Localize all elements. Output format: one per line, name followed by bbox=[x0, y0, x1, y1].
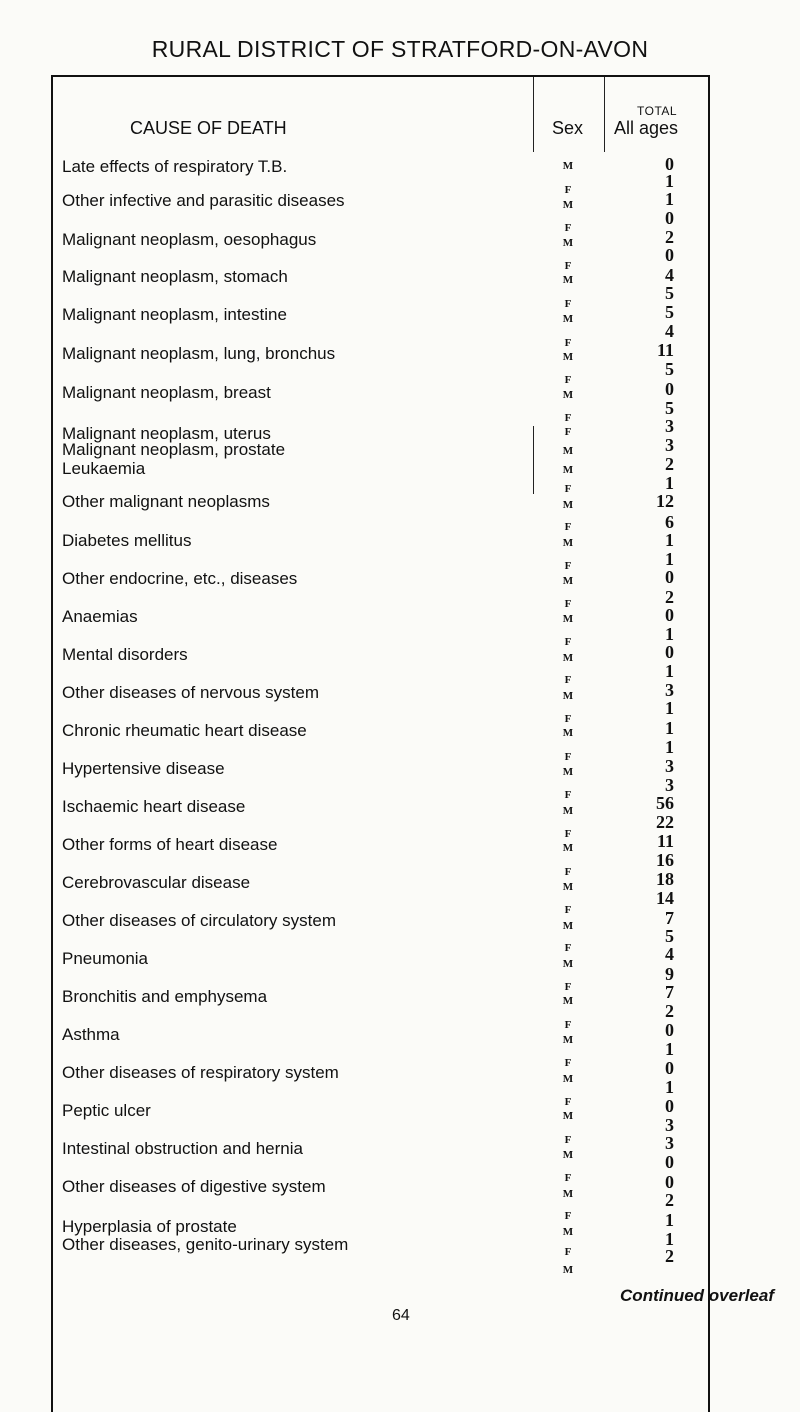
page-number: 64 bbox=[392, 1307, 410, 1324]
total-cell: 0 bbox=[665, 1172, 674, 1192]
continued-note: Continued overleaf bbox=[620, 1286, 774, 1305]
sex-cell: F bbox=[564, 521, 572, 533]
sex-cell: F bbox=[564, 560, 572, 572]
cause-label: Bronchitis and emphysema bbox=[62, 987, 268, 1006]
total-cell: 1 bbox=[665, 1210, 674, 1230]
sex-cell: M bbox=[562, 499, 574, 511]
sex-cell: F bbox=[564, 222, 572, 234]
total-cell: 12 bbox=[656, 491, 674, 511]
total-cell: 1 bbox=[665, 1039, 674, 1059]
cause-label: Hypertensive disease bbox=[62, 759, 225, 778]
total-cell: 1 bbox=[665, 1229, 674, 1249]
total-cell: 4 bbox=[665, 944, 674, 964]
sex-cell: F bbox=[564, 713, 572, 725]
cause-label: Malignant neoplasm, stomach bbox=[62, 267, 288, 286]
sex-cell: M bbox=[562, 1073, 574, 1085]
sex-cell: F bbox=[564, 1019, 572, 1031]
sex-cell: M bbox=[562, 958, 574, 970]
sex-cell: F bbox=[564, 412, 572, 424]
cause-label: Asthma bbox=[62, 1025, 120, 1044]
total-cell: 0 bbox=[665, 1152, 674, 1172]
sex-cell: M bbox=[562, 920, 574, 932]
sex-cell: M bbox=[562, 995, 574, 1007]
total-cell: 5 bbox=[665, 359, 674, 379]
total-cell: 2 bbox=[665, 1190, 674, 1210]
sex-cell: F bbox=[564, 866, 572, 878]
total-cell: 0 bbox=[665, 154, 674, 174]
total-cell: 2 bbox=[665, 1001, 674, 1021]
total-cell: 2 bbox=[665, 1246, 674, 1266]
sex-cell: M bbox=[562, 389, 574, 401]
sex-cell: M bbox=[562, 313, 574, 325]
sex-cell: F bbox=[564, 1096, 572, 1108]
cause-label: Other diseases, genito-urinary system bbox=[62, 1235, 349, 1254]
total-cell: 1 bbox=[665, 549, 674, 569]
total-cell: 0 bbox=[665, 605, 674, 625]
cause-label: Other diseases of respiratory system bbox=[62, 1063, 339, 1082]
total-cell: 1 bbox=[665, 171, 674, 191]
sex-cell: M bbox=[562, 613, 574, 625]
total-cell: 1 bbox=[665, 189, 674, 209]
sex-cell: F bbox=[564, 636, 572, 648]
sex-cell: F bbox=[564, 337, 572, 349]
total-cell: 5 bbox=[665, 926, 674, 946]
cause-label: Malignant neoplasm, uterus bbox=[62, 424, 271, 443]
cause-label: Malignant neoplasm, prostate bbox=[62, 440, 286, 459]
sex-cell: M bbox=[562, 1110, 574, 1122]
column-divider bbox=[533, 426, 534, 494]
header-divider-total bbox=[604, 77, 605, 152]
total-cell: 0 bbox=[665, 379, 674, 399]
total-cell: 3 bbox=[665, 756, 674, 776]
table-border-right bbox=[708, 75, 710, 1412]
sex-cell: M bbox=[562, 766, 574, 778]
sex-cell: F bbox=[564, 483, 572, 495]
total-cell: 56 bbox=[656, 793, 674, 813]
total-cell: 1 bbox=[665, 661, 674, 681]
cause-label: Other diseases of nervous system bbox=[62, 683, 320, 702]
total-cell: 4 bbox=[665, 265, 674, 285]
total-cell: 1 bbox=[665, 737, 674, 757]
sex-cell: F bbox=[564, 674, 572, 686]
total-cell: 1 bbox=[665, 1077, 674, 1097]
total-cell: 5 bbox=[665, 302, 674, 322]
header-divider-sex bbox=[533, 77, 534, 152]
cause-label: Other infective and parasitic diseases bbox=[62, 191, 345, 210]
total-cell: 22 bbox=[656, 812, 674, 832]
sex-cell: M bbox=[562, 1034, 574, 1046]
header-all-ages: All ages bbox=[614, 118, 679, 138]
sex-cell: M bbox=[562, 237, 574, 249]
sex-cell: F bbox=[564, 598, 572, 610]
cause-label: Other diseases of circulatory system bbox=[62, 911, 336, 930]
total-cell: 1 bbox=[665, 624, 674, 644]
total-cell: 1 bbox=[665, 473, 674, 493]
cause-label: Leukaemia bbox=[62, 459, 146, 478]
total-cell: 0 bbox=[665, 1058, 674, 1078]
cause-label: Malignant neoplasm, lung, bronchus bbox=[62, 344, 336, 363]
total-cell: 2 bbox=[665, 227, 674, 247]
total-cell: 7 bbox=[665, 908, 674, 928]
sex-cell: M bbox=[562, 274, 574, 286]
total-cell: 1 bbox=[665, 718, 674, 738]
cause-label: Hyperplasia of prostate bbox=[62, 1217, 237, 1236]
table-border-top bbox=[51, 75, 710, 77]
sex-cell: M bbox=[562, 881, 574, 893]
cause-label: Malignant neoplasm, oesophagus bbox=[62, 230, 317, 249]
sex-cell: F bbox=[564, 751, 572, 763]
sex-cell: M bbox=[562, 805, 574, 817]
header-sex: Sex bbox=[552, 118, 584, 138]
total-cell: 3 bbox=[665, 1133, 674, 1153]
cause-label: Chronic rheumatic heart disease bbox=[62, 721, 307, 740]
total-cell: 1 bbox=[665, 698, 674, 718]
sex-cell: F bbox=[564, 1057, 572, 1069]
total-cell: 0 bbox=[665, 1096, 674, 1116]
total-cell: 5 bbox=[665, 283, 674, 303]
cause-label: Peptic ulcer bbox=[62, 1101, 151, 1120]
sex-cell: M bbox=[562, 842, 574, 854]
total-cell: 14 bbox=[656, 888, 674, 908]
sex-cell: M bbox=[562, 727, 574, 739]
cause-label: Cerebrovascular disease bbox=[62, 873, 251, 892]
sex-cell: F bbox=[564, 1172, 572, 1184]
sex-cell: M bbox=[562, 351, 574, 363]
cause-label: Other forms of heart disease bbox=[62, 835, 278, 854]
total-cell: 0 bbox=[665, 567, 674, 587]
header-cause: CAUSE OF DEATH bbox=[130, 118, 287, 138]
total-cell: 0 bbox=[665, 1020, 674, 1040]
sex-cell: M bbox=[562, 652, 574, 664]
header-total: TOTAL bbox=[637, 104, 678, 118]
total-cell: 2 bbox=[665, 454, 674, 474]
cause-label: Malignant neoplasm, breast bbox=[62, 383, 271, 402]
cause-label: Other diseases of digestive system bbox=[62, 1177, 326, 1196]
total-cell: 9 bbox=[665, 964, 674, 984]
sex-cell: F bbox=[564, 1210, 572, 1222]
total-cell: 5 bbox=[665, 398, 674, 418]
sex-cell: F bbox=[564, 184, 572, 196]
sex-cell: M bbox=[562, 199, 574, 211]
table-border-left bbox=[51, 75, 53, 1412]
total-cell: 0 bbox=[665, 208, 674, 228]
sex-cell: M bbox=[562, 690, 574, 702]
sex-cell: F bbox=[564, 981, 572, 993]
total-cell: 16 bbox=[656, 850, 674, 870]
sex-cell: F bbox=[564, 828, 572, 840]
sex-cell: M bbox=[562, 1264, 574, 1276]
page-title: RURAL DISTRICT OF STRATFORD-ON-AVON bbox=[151, 36, 649, 62]
sex-cell: F bbox=[564, 1134, 572, 1146]
cause-label: Late effects of respiratory T.B. bbox=[62, 157, 288, 176]
total-cell: 3 bbox=[665, 1115, 674, 1135]
cause-label: Ischaemic heart disease bbox=[62, 797, 246, 816]
sex-cell: F bbox=[564, 789, 572, 801]
total-cell: 0 bbox=[665, 245, 674, 265]
total-cell: 11 bbox=[656, 831, 674, 851]
sex-cell: F bbox=[564, 942, 572, 954]
total-cell: 7 bbox=[665, 982, 674, 1002]
sex-cell: F bbox=[564, 1246, 572, 1258]
total-cell: 4 bbox=[665, 321, 674, 341]
cause-label: Intestinal obstruction and hernia bbox=[62, 1139, 303, 1158]
sex-cell: F bbox=[564, 298, 572, 310]
sex-cell: M bbox=[562, 1188, 574, 1200]
sex-cell: M bbox=[562, 1226, 574, 1238]
total-cell: 3 bbox=[665, 775, 674, 795]
cause-label: Diabetes mellitus bbox=[62, 531, 192, 550]
total-cell: 3 bbox=[665, 416, 674, 436]
total-cell: 18 bbox=[656, 869, 674, 889]
cause-label: Other endocrine, etc., diseases bbox=[62, 569, 298, 588]
total-cell: 2 bbox=[665, 587, 674, 607]
sex-cell: F bbox=[564, 904, 572, 916]
cause-label: Pneumonia bbox=[62, 949, 149, 968]
total-cell: 3 bbox=[665, 680, 674, 700]
cause-label: Other malignant neoplasms bbox=[62, 492, 270, 511]
sex-cell: F bbox=[564, 374, 572, 386]
total-cell: 6 bbox=[665, 512, 674, 532]
sex-cell: M bbox=[562, 464, 574, 476]
total-cell: 0 bbox=[665, 642, 674, 662]
cause-label: Anaemias bbox=[62, 607, 138, 626]
cause-label: Mental disorders bbox=[62, 645, 188, 664]
sex-cell: M bbox=[562, 1149, 574, 1161]
sex-cell: M bbox=[562, 575, 574, 587]
sex-cell: M bbox=[562, 160, 574, 172]
total-cell: 1 bbox=[665, 530, 674, 550]
sex-cell: M bbox=[562, 537, 574, 549]
sex-cell: M bbox=[562, 445, 574, 457]
cause-label: Malignant neoplasm, intestine bbox=[62, 305, 287, 324]
sex-cell: F bbox=[564, 260, 572, 272]
sex-cell: F bbox=[564, 426, 572, 438]
total-cell: 11 bbox=[656, 340, 674, 360]
total-cell: 3 bbox=[665, 435, 674, 455]
